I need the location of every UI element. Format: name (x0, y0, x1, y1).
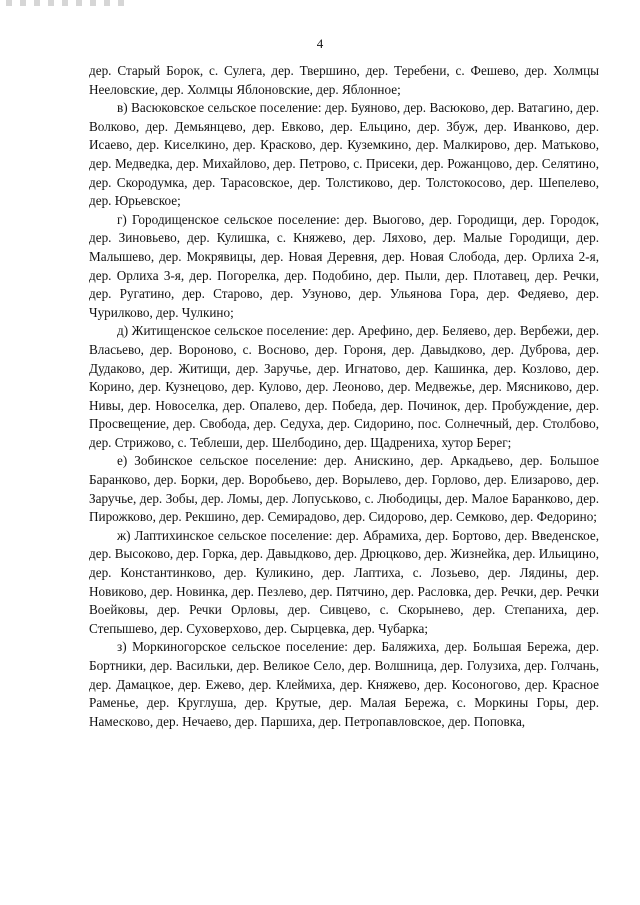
paragraph-morkinogorskoe: з) Моркиногорское сельское поселение: дер. Баляжиха, дер. Большая Бережа, дер. Бортники, дер. Васильки, дер. Великое Село, дер. Волшница, дер. Голузиха, дер. Голчань, дер. Дамацкое, дер. Ежево, дер. Клеймиха, дер. Княжево, дер. Косоногово, дер. Красное Раменье, дер. Круглуша, дер. Крутые, дер. Малая Бережа, с. Моркины Горы, дер. Намесково, дер. Нечаево, дер. Паршиха, дер. Петропавловское, дер. Поповка, (89, 639, 599, 729)
paragraph-zhitishchenskoe: д) Житищенское сельское поселение: дер. Арефино, дер. Беляево, дер. Вербежи, дер. Власьево, дер. Вороново, с. Восново, дер. Гороня, дер. Давыдково, дер. Дуброва, дер. Дудаково, дер. Житищи, дер. Заручье, дер. Игнатово, дер. Кашинка, дер. Козлово, дер. Корино, дер. Кузнецово, дер. Кулово, дер. Леоново, дер. Медвежье, дер. Мясниково, дер. Нивы, дер. Новоселка, дер. Опалево, дер. Победа, дер. Починок, дер. Пробуждение, дер. Просвещение, дер. Свобода, дер. Седуха, дер. Сидорино, пос. Солнечный, дер. Столбово, дер. Стрижово, с. Теблеши, дер. Шелбодино, дер. Щадрениха, хутор Берег; (89, 323, 599, 450)
paragraph-laptikhinskoe: ж) Лаптихинское сельское поселение: дер. Абрамиха, дер. Бортово, дер. Введенское, дер. Высоково, дер. Горка, дер. Давыдково, дер. Дрюцково, дер. Жизнейка, дер. Ильицино, дер. Константинково, дер. Куликино, дер. Лаптиха, с. Лозьево, дер. Лядины, дер. Новиково, дер. Новинка, дер. Пезлево, дер. Пятчино, дер. Расловка, дер. Речки, дер. Речки Воейковы, дер. Речки Орловы, дер. Сивцево, с. Скорынево, дер. Степаниха, дер. Степышево, дер. Суховерхово, дер. Сырцевка, дер. Чубарка; (89, 527, 599, 636)
paragraph-continuation: дер. Старый Борок, с. Сулега, дер. Твершино, дер. Теребени, с. Фешево, дер. Холмцы Нееловские, дер. Холмцы Яблоновские, дер. Яблонное; (89, 63, 599, 97)
body-text (89, 62, 599, 731)
page-number: 4 (316, 36, 324, 51)
paragraph-zobinskoe: е) Зобинское сельское поселение: дер. Анискино, дер. Аркадьево, дер. Большое Баранково, дер. Борки, дер. Воробьево, дер. Ворылево, дер. Горлово, дер. Елизарово, дер. Заручье, дер. Зобы, дер. Ломы, дер. Лопуськово, с. Любодицы, дер. Малое Баранково, дер. Пирожково, дер. Рекшино, дер. Семирадово, дер. Сидорово, дер. Семково, дер. Федорино; (89, 453, 599, 525)
scan-artifact (6, 0, 126, 6)
paragraph-gorodishchenskoe: г) Городищенское сельское поселение: дер. Выогово, дер. Городищи, дер. Городок, дер. Зиновьево, дер. Кулишка, с. Княжево, дер. Ляхово, дер. Малые Городищи, дер. Малышево, дер. Мокрявицы, дер. Новая Деревня, дер. Новая Слобода, дер. Орлиха 2-я, дер. Орлиха 3-я, дер. Погорелка, дер. Подобино, дер. Пыли, дер. Плотавец, дер. Речки, дер. Ругатино, дер. Старово, дер. Узуново, дер. Ульянова Гора, дер. Федяево, дер. Чурилково, дер. Чулкино; (89, 211, 599, 320)
paragraph-vasyukovskoe: в) Васюковское сельское поселение: дер. Буяново, дер. Васюково, дер. Ватагино, дер. Волково, дер. Демьянцево, дер. Евково, дер. Ельцино, дер. Збуж, дер. Иванково, дер. Исаево, дер. Киселкино, дер. Красково, дер. Куземкино, дер. Малкирово, дер. Матьково, дер. Медведка, дер. Михайлово, дер. Петрово, с. Присеки, дер. Рожанцово, дер. Селятино, дер. Скородумка, дер. Тарасовское, дер. Толстиково, дер. Толстокосово, дер. Шепелево, дер. Юрьевское; (89, 100, 599, 209)
